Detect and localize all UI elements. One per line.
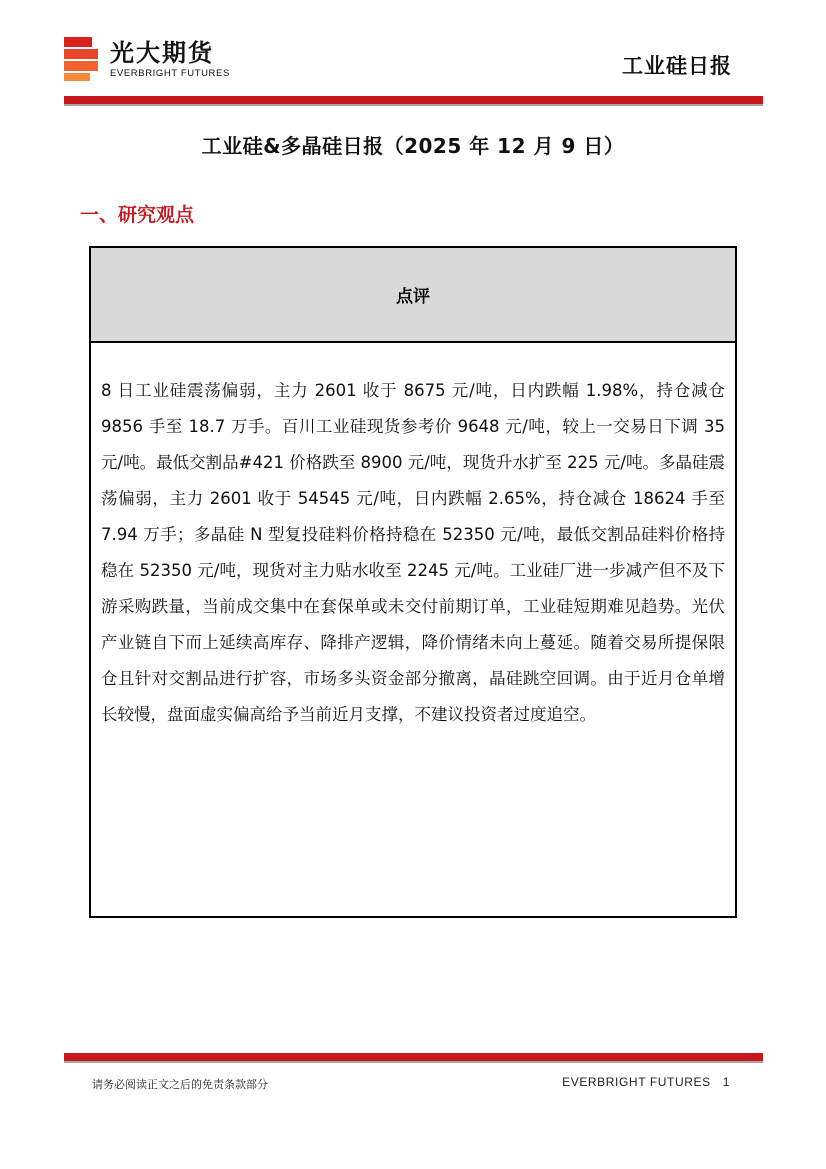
document-title: 工业硅&多晶硅日报（2025 年 12 月 9 日） <box>201 134 625 158</box>
report-label: 工业硅日报 <box>622 54 732 78</box>
logo-mark-icon <box>64 37 100 81</box>
disclaimer-note: 请务必阅读正文之后的免责条款部分 <box>92 1078 268 1091</box>
section-heading: 一、研究观点 <box>80 204 195 226</box>
company-logo <box>64 36 230 82</box>
header-divider <box>64 96 763 104</box>
logo-name-en: EVERBRIGHT FUTURES <box>110 67 230 79</box>
commentary-text: 8 日工业硅震荡偏弱，主力 2601 收于 8675 元/吨，日内跌幅 1.98%，持仓减仓 9856 手至 18.7 万手。百川工业硅现货参考价 9648 元/吨，较上一交易日下调 35 元/吨。最低交割品#421 价格跌至 8900 元/吨，现货升水扩至 225 元/吨。多晶硅震荡偏弱，主力 2601 收于 54545 元/吨，日内跌幅 2.65%，持仓减仓 18624 手至 7.94 万手；多晶硅 N 型复投硅料价格持稳在 52350 元/吨，最低交割品硅料价格持稳在 52350 元/吨，现货对主力贴水收至 2245 元/吨。工业硅厂进一步减产但不及下游采购跌量，当前成交集中在套保单或未交付前期订单，工业硅短期难见趋势。光伏产业链自下而上延续高库存、降排产逻辑，降价情绪未向上蔓延。随着交易所提保限仓且针对交割品进行扩容，市场多头资金部分撤离，晶硅跳空回调。由于近月仓单增长较慢，盘面虚实偏高给予当前近月支撑，不建议投资者过度追空。 <box>101 381 725 724</box>
commentary-table-header: 点评 <box>91 248 735 343</box>
logo-name-cn: 光大期货 <box>110 38 214 67</box>
footer-company: EVERBRIGHT FUTURES <box>562 1075 711 1089</box>
page-number: 1 <box>722 1075 730 1089</box>
footer-brand <box>550 1075 730 1089</box>
footer-divider <box>64 1053 763 1061</box>
commentary-table <box>89 246 737 918</box>
